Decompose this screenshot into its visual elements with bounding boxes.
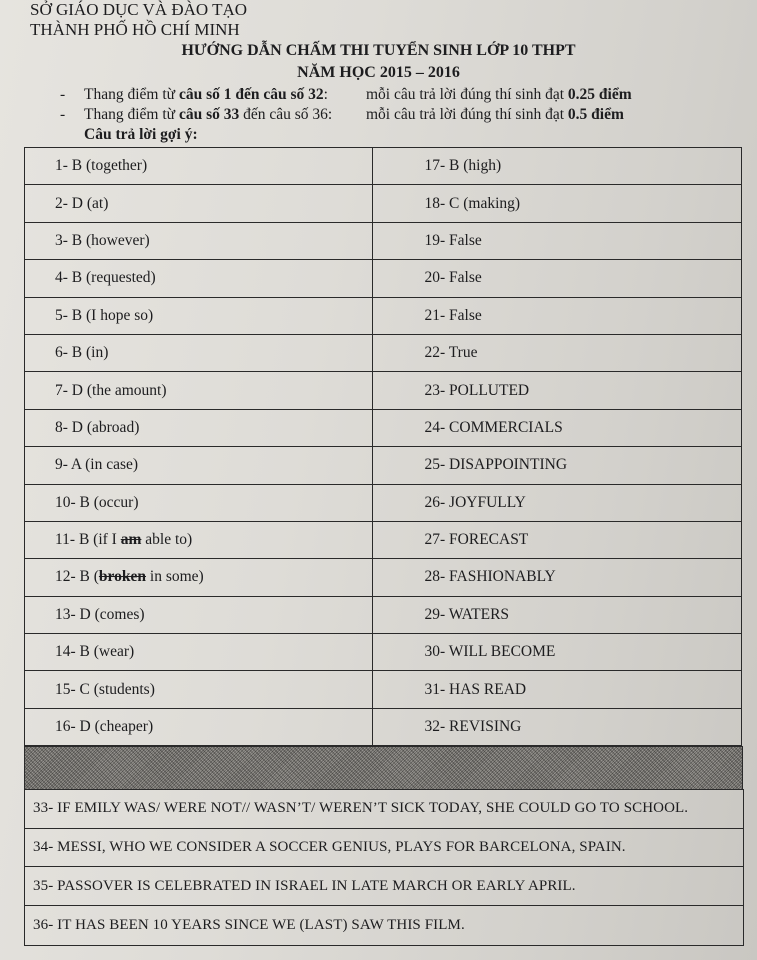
answer-cell: 9- A (in case)	[25, 447, 373, 483]
table-row	[25, 372, 741, 409]
rewrite-answer-33: 33- IF EMILY WAS/ WERE NOT// WASN’T/ WEREN’T SICK TODAY, SHE COULD GO TO SCHOOL.	[24, 789, 744, 829]
answer-cell: 15- C (students)	[25, 671, 373, 707]
answer-cell: 17- B (high)	[424, 157, 502, 175]
note-label-bold: câu số 1 đến câu số 32	[178, 86, 324, 103]
note-label	[84, 86, 366, 104]
table-row	[25, 335, 741, 372]
suggested-answers-label: Câu trả lời gợi ý:	[84, 126, 198, 143]
note-dash: -	[60, 86, 66, 103]
table-row	[25, 597, 741, 634]
answer-tail: in some)	[146, 568, 204, 586]
struck-word: broken	[98, 568, 147, 586]
table-row	[25, 185, 741, 222]
document-title: HƯỚNG DẪN CHẤM THI TUYỂN SINH LỚP 10 THPT	[181, 42, 576, 59]
note-label-pre: Thang điểm từ	[84, 86, 179, 103]
note-label-post: đến câu số 36:	[239, 106, 333, 123]
answer-cell	[25, 522, 373, 558]
answer-cell: 8- D (abroad)	[25, 410, 373, 446]
answer-cell: 25- DISAPPOINTING	[424, 456, 568, 474]
table-row	[25, 485, 741, 522]
rewrite-answer-36: 36- IT HAS BEEN 10 YEARS SINCE WE (LAST) SAW THIS FILM.	[24, 906, 744, 946]
struck-word: am	[120, 531, 142, 549]
note-points: 0.5 điểm	[567, 106, 624, 123]
answer-cell	[25, 559, 373, 595]
department-name: SỞ GIÁO DỤC VÀ ĐÀO TẠO	[30, 0, 248, 19]
table-row	[25, 223, 741, 260]
answer-tail: able to)	[141, 531, 193, 549]
answer-cell: 19- False	[424, 231, 482, 249]
table-row	[25, 148, 741, 185]
note-dash: -	[60, 106, 66, 123]
table-row	[25, 559, 741, 596]
rewrite-answer-34: 34- MESSI, WHO WE CONSIDER A SOCCER GENIUS, PLAYS FOR BARCELONA, SPAIN.	[24, 829, 744, 867]
answer-cell: 24- COMMERCIALS	[424, 418, 563, 436]
answer-cell: 3- B (however)	[25, 223, 373, 259]
answer-cell: 32- REVISING	[424, 718, 522, 736]
answer-cell: 31- HAS READ	[424, 680, 527, 698]
answer-cell: 10- B (occur)	[25, 485, 373, 521]
scoring-note-1	[60, 86, 632, 104]
answer-cell: 21- False	[424, 306, 482, 324]
note-points: 0.25 điểm	[567, 86, 632, 103]
table-row	[25, 634, 741, 671]
answer-cell: 5- B (I hope so)	[25, 298, 373, 334]
table-row	[25, 298, 741, 335]
note-label-pre: Thang điểm từ	[84, 106, 179, 123]
table-row	[25, 709, 741, 746]
department-header	[30, 0, 247, 40]
answer-cell: 2- D (at)	[25, 185, 373, 221]
answer-cell: 7- D (the amount)	[25, 372, 373, 408]
answer-cell: 30- WILL BECOME	[424, 643, 556, 661]
note-desc: mỗi câu trả lời đúng thí sinh đạt	[366, 86, 568, 103]
note-label	[84, 106, 366, 124]
answer-cell: 27- FORECAST	[424, 531, 529, 549]
table-row	[25, 671, 741, 708]
answer-cell: 22- True	[424, 344, 478, 362]
answer-cell: 4- B (requested)	[25, 260, 373, 296]
answer-cell: 13- D (comes)	[25, 597, 373, 633]
table-row	[25, 447, 741, 484]
note-label-post: :	[323, 86, 328, 103]
table-row	[25, 410, 741, 447]
answer-cell: 20- False	[424, 269, 482, 287]
city-name: THÀNH PHỐ HỒ CHÍ MINH	[30, 20, 240, 39]
answer-cell: 26- JOYFULLY	[424, 493, 526, 511]
answer-cell: 18- C (making)	[424, 194, 521, 212]
rewrite-answer-35: 35- PASSOVER IS CELEBRATED IN ISRAEL IN LATE MARCH OR EARLY APRIL.	[24, 867, 744, 906]
answer-cell: 23- POLLUTED	[424, 381, 530, 399]
answer-prefix: 11- B (if I	[55, 531, 121, 549]
answer-cell: 28- FASHIONABLY	[424, 568, 556, 586]
table-row	[25, 260, 741, 297]
scoring-note-2	[60, 106, 624, 124]
answer-prefix: 12- B (	[55, 568, 99, 586]
table-row	[25, 522, 741, 559]
school-year: NĂM HỌC 2015 – 2016	[297, 64, 460, 81]
note-label-bold: câu số 33	[178, 106, 240, 123]
answer-cell: 1- B (together)	[25, 148, 373, 184]
shaded-divider	[24, 746, 743, 790]
answer-table	[24, 147, 742, 746]
answer-cell: 29- WATERS	[424, 605, 510, 623]
answer-cell: 16- D (cheaper)	[25, 709, 373, 745]
answer-cell: 14- B (wear)	[25, 634, 373, 670]
answer-cell: 6- B (in)	[25, 335, 373, 371]
note-desc: mỗi câu trả lời đúng thí sinh đạt	[366, 106, 568, 123]
